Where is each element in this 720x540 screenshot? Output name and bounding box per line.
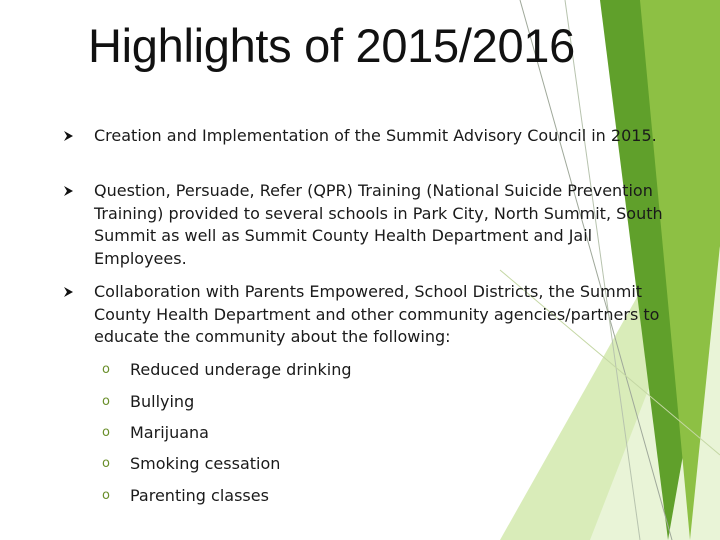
bullet-text: Creation and Implementation of the Summit Advisory Council in 2015. [94,126,657,145]
bullet-text: Question, Persuade, Refer (QPR) Training (National Suicide Prevention Training) provided to several schools in Park City, North Summit, South Summit as well as Summit County Health Department and Jail Employees. [94,181,663,268]
slide-title: Highlights of 2015/2016 [88,19,575,72]
bullet-item [62,281,672,349]
circle-bullet-icon: o [102,394,110,409]
sub-bullet-item [102,421,209,445]
sub-bullet-text: Smoking cessation [130,454,281,473]
arrow-bullet-icon [62,180,94,202]
sub-bullet-item [102,390,194,414]
arrow-bullet-icon [62,125,94,147]
sub-bullet-item [102,452,280,476]
sub-bullet-text: Marijuana [130,423,209,442]
sub-bullet-text: Reduced underage drinking [130,360,352,379]
circle-bullet-icon: o [102,425,110,440]
sub-bullet-text: Parenting classes [130,486,269,505]
bullet-item [62,125,672,148]
circle-bullet-icon: o [102,488,110,503]
sub-bullet-text: Bullying [130,392,195,411]
circle-bullet-icon: o [102,362,110,377]
sub-bullet-item [102,358,352,382]
sub-bullet-item [102,484,269,508]
arrow-bullet-icon [62,281,94,303]
circle-bullet-icon: o [102,456,110,471]
bullet-text: Collaboration with Parents Empowered, School Districts, the Summit County Health Department and other community agencies/partners to educate the community about the following: [94,282,660,346]
bullet-item [62,180,672,270]
